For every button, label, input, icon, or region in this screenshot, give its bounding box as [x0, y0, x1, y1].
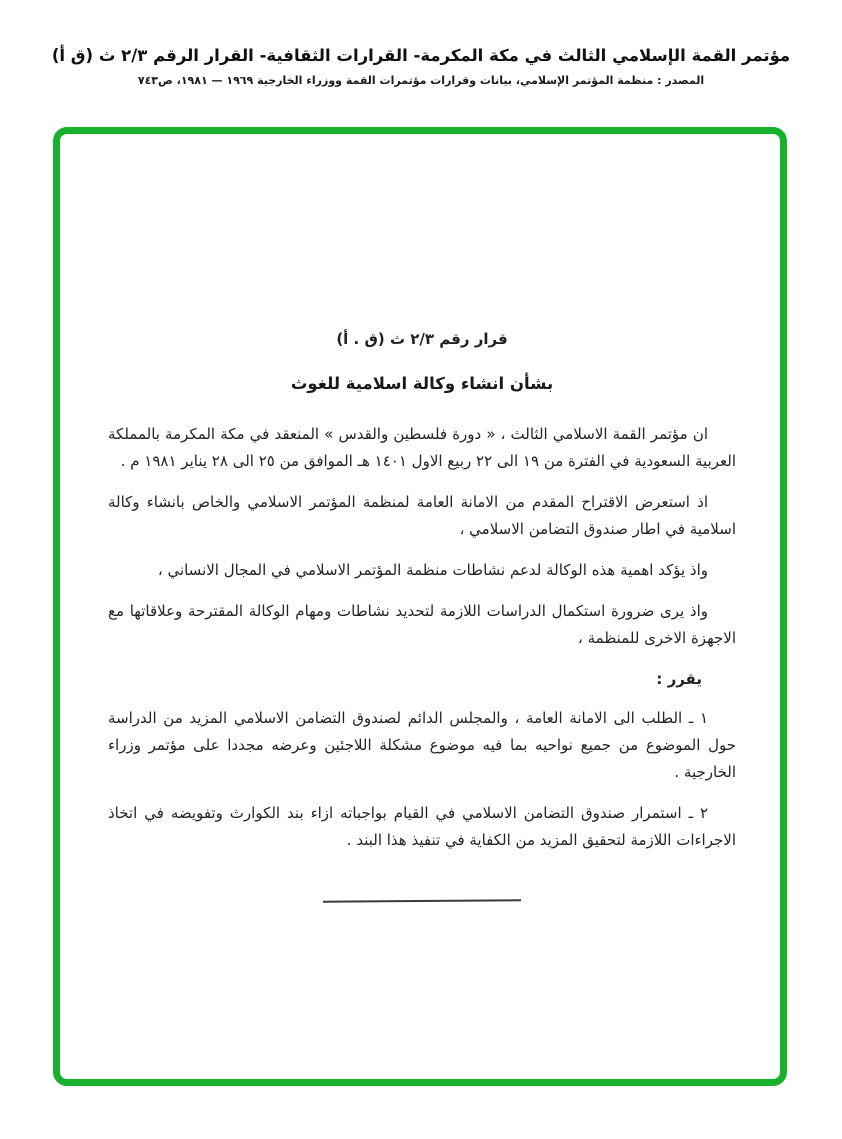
header-source-citation: المصدر : منظمة المؤتمر الإسلامي، بيانات وقرارات مؤتمرات القمة ووزراء الخارجية ١٩٦٩ — ١٩٨١، ص٧٤٣ [137, 74, 705, 87]
document-header [0, 46, 842, 87]
decision-item-2: ٢ ـ استمرار صندوق التضامن الاسلامي في القيام بواجباته ازاء بند الكوارث وتفويضه في اتخاذ الاجراءات اللازمة لتحقيق المزيد من الكفاية في تنفيذ هذا البند . [108, 804, 736, 849]
document-body [60, 134, 780, 1079]
preamble-paragraph: اذ استعرض الاقتراح المقدم من الامانة العامة لمنظمة المؤتمر الاسلامي والخاص بانشاء وكالة اسلامية في اطار صندوق التضامن الاسلامي ، [108, 493, 736, 538]
end-divider-line [323, 899, 521, 902]
decree-subject-line: بشأن انشاء وكالة اسلامية للغوث [290, 374, 554, 393]
header-title: مؤتمر القمة الإسلامي الثالث في مكة المكرمة- القرارات الثقافية- القرار الرقم ٢/٣ ث (ق أ) [51, 46, 791, 65]
decree-number-title: قرار رقم ٢/٣ ث (ق . أ) [336, 330, 508, 348]
document-green-border-frame [53, 127, 787, 1086]
decision-item-1: ١ ـ الطلب الى الامانة العامة ، والمجلس الدائم لصندوق التضامن الاسلامي المزيد من الدراسة حول الموضوع من جميع نواحيه بما فيه موضوع مشكلة اللاجئين وعرضه مجددا على مؤتمر وزراء الخارجية . [108, 709, 736, 781]
decides-label: يقرر : [656, 670, 702, 688]
preamble-paragraph: ان مؤتمر القمة الاسلامي الثالث ، « دورة فلسطين والقدس » المنعقد في مكة المكرمة بالمملكة العربية السعودية في الفترة من ١٩ الى ٢٢ ربيع الاول ١٤٠١ هـ الموافق من ٢٥ الى ٢٨ يناير ١٩٨١ م . [108, 425, 736, 470]
preamble-paragraph: واذ يرى ضرورة استكمال الدراسات اللازمة لتحديد نشاطات ومهام الوكالة المقترحة وعلاقاتها مع الاجهزة الاخرى للمنظمة ، [108, 602, 736, 647]
preamble-paragraph: واذ يؤكد اهمية هذه الوكالة لدعم نشاطات منظمة المؤتمر الاسلامي في المجال الانساني ، [157, 561, 708, 579]
